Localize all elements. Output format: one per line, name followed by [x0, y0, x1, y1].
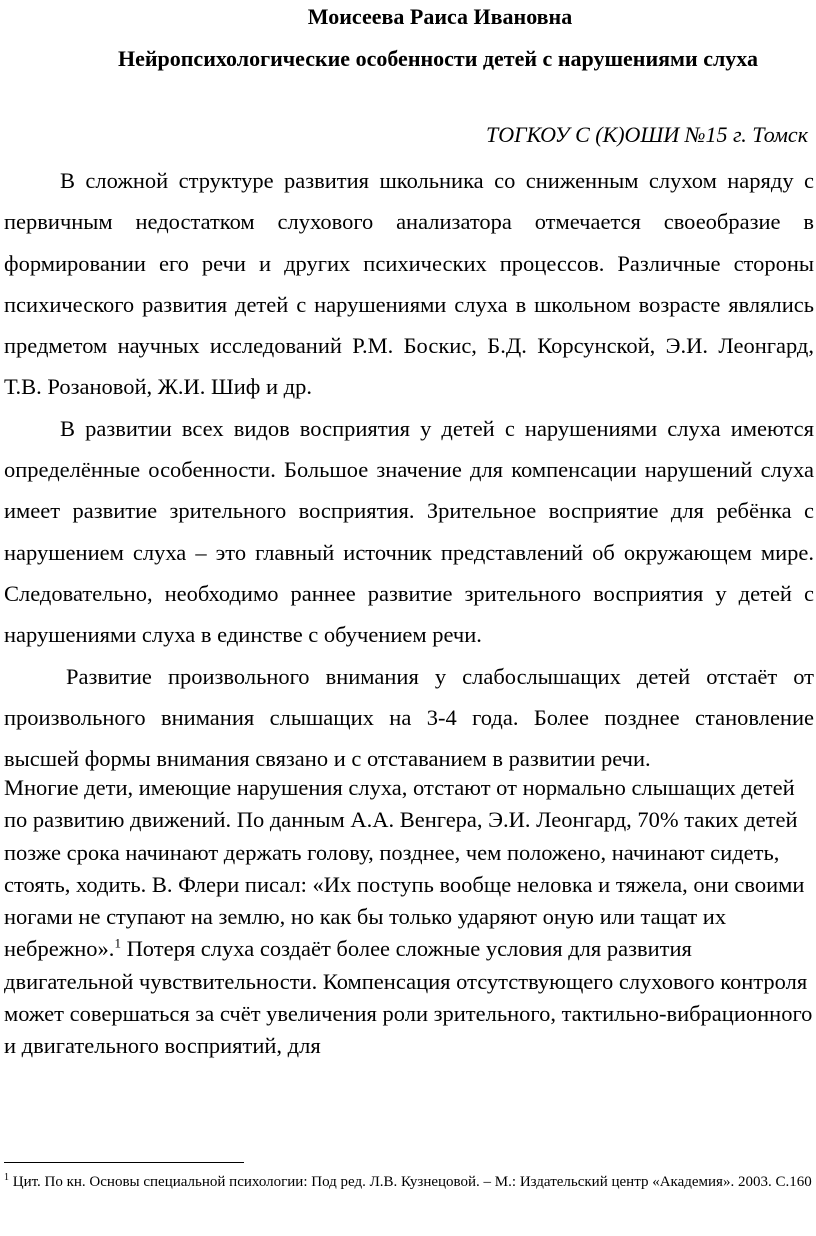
article-title: Нейропсихологические особенности детей с нарушениями слуха [117, 46, 759, 71]
footnote-marker: 1 [4, 1172, 9, 1183]
affiliation: ТОГКОУ С (К)ОШИ №15 г. Томск [485, 122, 808, 147]
paragraph-3: Развитие произвольного внимания у слабослышащих детей отстаёт от произвольного внимания слышащих на 3-4 года. Более позднее становление высшей формы внимания связано и с отставанием в развитии речи. [4, 663, 814, 772]
paragraph-1: В сложной структуре развития школьника со сниженным слухом наряду с первичным недостатком слухового анализатора отмечается своеобразие в формировании его речи и других психических процессов. Различные стороны психического развития детей с нарушениями слуха в школьном возрасте являлись предметом научных исследований Р.М. Боскис, Б.Д. Корсунской, Э.И. Леонгард, Т.В. Розановой, Ж.И. Шиф и др. [4, 168, 814, 400]
footnote-text: Цит. По кн. Основы специальной психологии: Под ред. Л.В. Кузнецовой. – М.: Издательский центр «Академия». 2003. С.160 [9, 1174, 812, 1190]
body-text-single-spaced [4, 772, 814, 1063]
paragraph-4-part-1: Многие дети, имеющие нарушения слуха, отстают от нормально слышащих детей по развитию движений. По данным А.А. Венгера, Э.И. Леонгард, 70% таких детей позже срока начинают держать голову, позднее, чем положено, начинают сидеть, стоять, ходить. В. Флери писал: «Их поступь вообще неловка и тяжела, они своими ногами не ступают на землю, но как бы только ударяют оную или тащат их небрежно». [4, 775, 805, 962]
paragraph-4-part-2: Потеря слуха создаёт более сложные условия для развития двигательной чувствительности. Компенсация отсутствующего слухового контроля может совершаться за счёт увеличения роли зрительного, тактильно-вибрационного и двигательного восприятий, для [4, 936, 813, 1059]
footnote-reference: 1 [114, 935, 121, 951]
author-name: Моисеева Раиса Ивановна [307, 4, 573, 29]
paragraph-2: В развитии всех видов восприятия у детей с нарушениями слуха имеются определённые особенности. Большое значение для компенсации нарушений слуха имеет развитие зрительного восприятия. Зрительное восприятие для ребёнка с нарушением слуха – это главный источник представлений об окружающем мире. Следовательно, необходимо раннее развитие зрительного восприятия у детей с нарушениями слуха в единстве с обучением речи. [4, 415, 814, 648]
footnote [4, 1170, 814, 1194]
paragraph-4 [4, 772, 814, 1063]
body-text [4, 160, 814, 779]
footnote-separator [4, 1162, 244, 1163]
